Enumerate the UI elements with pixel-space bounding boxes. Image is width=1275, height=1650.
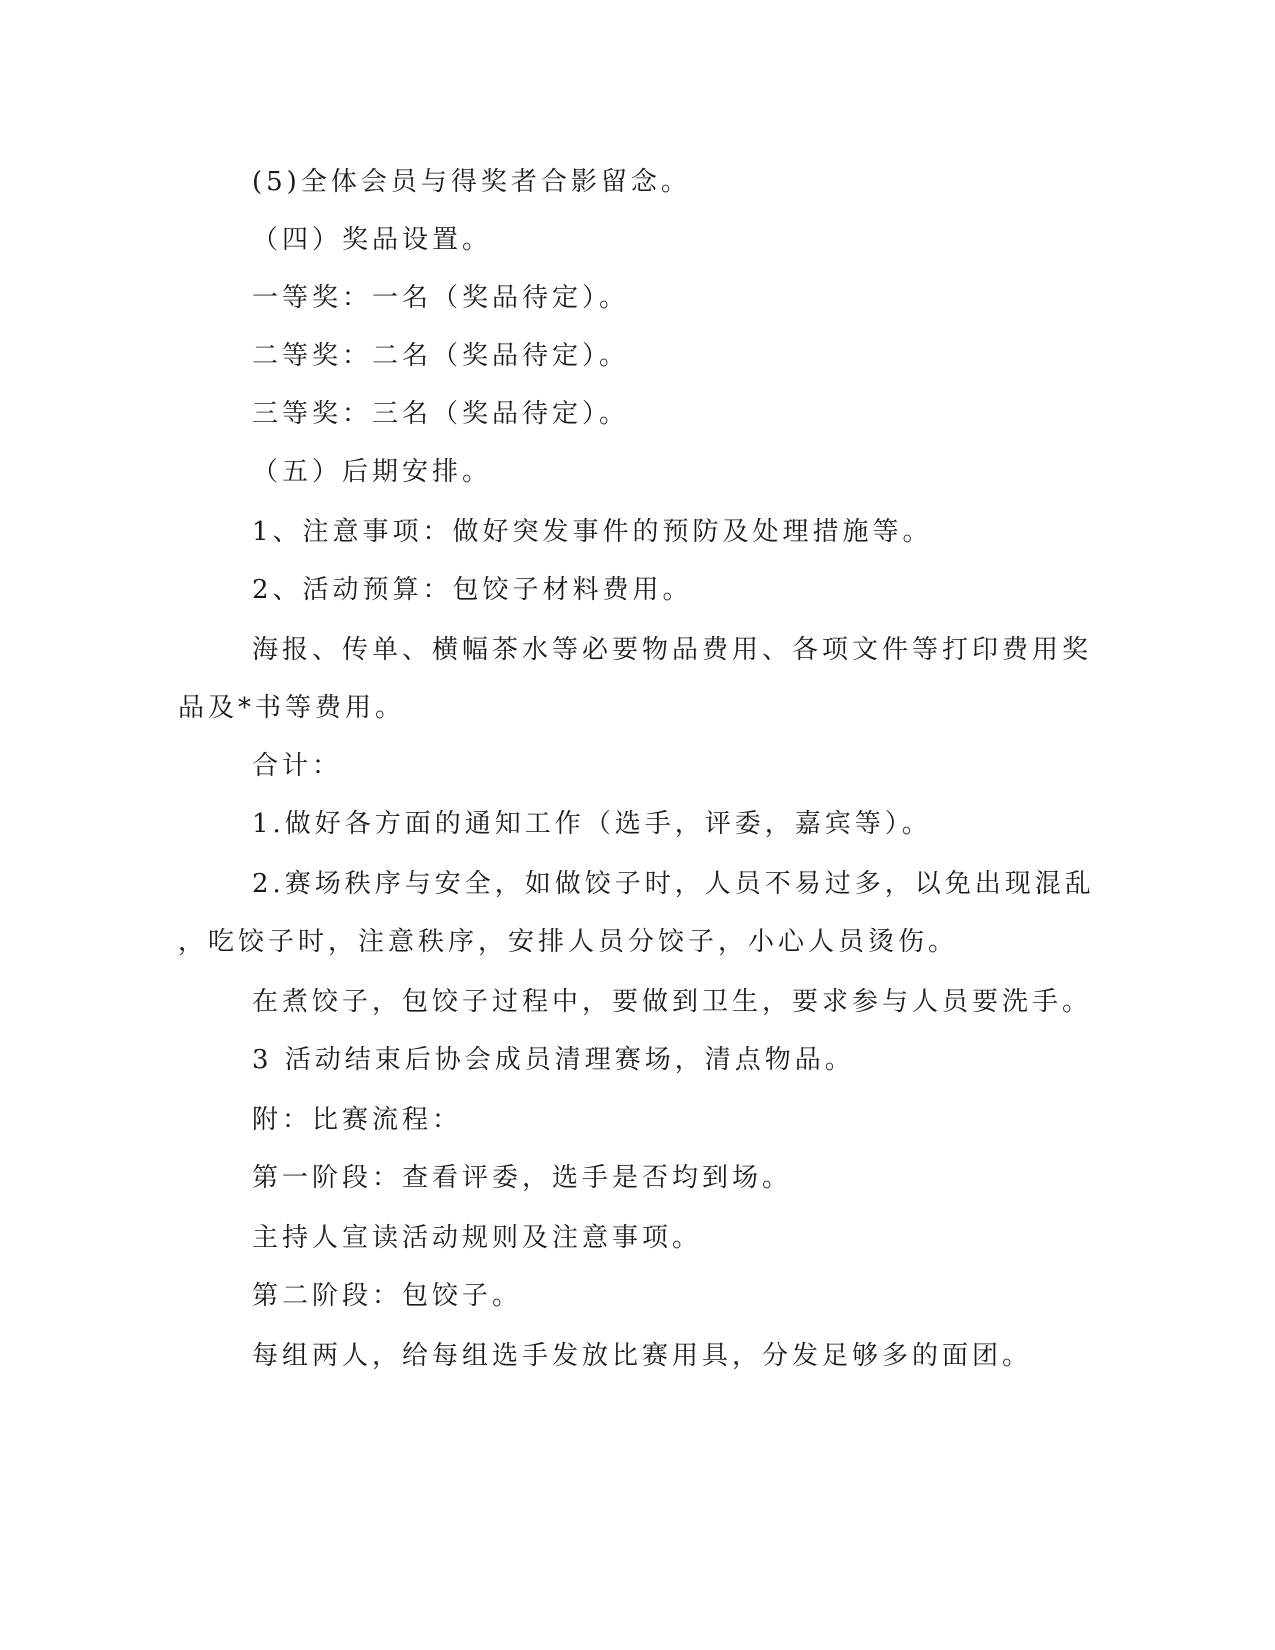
heading-prize-settings: （四）奖品设置。 — [252, 225, 493, 255]
heading-later-arrangements: （五）后期安排。 — [252, 457, 493, 487]
paragraph-notes: 1、注意事项：做好突发事件的预防及处理措施等。 — [252, 517, 933, 547]
paragraph-stage-two: 第二阶段：包饺子。 — [252, 1281, 523, 1311]
paragraph-stage-one: 第一阶段：查看评委，选手是否均到场。 — [252, 1163, 793, 1193]
paragraph-hygiene: 在煮饺子，包饺子过程中，要做到卫生，要求参与人员要洗手。 — [252, 987, 1093, 1017]
heading-competition-flow: 附：比赛流程： — [252, 1105, 463, 1135]
paragraph-cleanup: 3 活动结束后协会成员清理赛场，清点物品。 — [252, 1045, 855, 1075]
paragraph-order-safety-line1: 2.赛场秩序与安全，如做饺子时，人员不易过多，以免出现混乱 — [252, 869, 1095, 899]
paragraph-notification: 1.做好各方面的通知工作（选手，评委，嘉宾等）。 — [252, 809, 932, 839]
paragraph-total: 合计： — [252, 751, 343, 781]
paragraph-budget: 2、活动预算：包饺子材料费用。 — [252, 575, 693, 605]
paragraph-order-safety-line2: ，吃饺子时，注意秩序，安排人员分饺子，小心人员烫伤。 — [178, 927, 959, 957]
paragraph-expenses-line2: 品及*书等费用。 — [178, 693, 406, 723]
paragraph-second-prize: 二等奖：二名（奖品待定）。 — [252, 341, 630, 371]
paragraph-groups: 每组两人，给每组选手发放比赛用具，分发足够多的面团。 — [252, 1341, 1033, 1371]
paragraph-first-prize: 一等奖：一名（奖品待定）。 — [252, 283, 630, 313]
paragraph-group-photo: (5)全体会员与得奖者合影留念。 — [252, 167, 691, 197]
paragraph-third-prize: 三等奖：三名（奖品待定）。 — [252, 399, 630, 429]
paragraph-host-rules: 主持人宣读活动规则及注意事项。 — [252, 1223, 703, 1253]
paragraph-expenses-line1: 海报、传单、横幅茶水等必要物品费用、各项文件等打印费用奖 — [252, 635, 1093, 665]
